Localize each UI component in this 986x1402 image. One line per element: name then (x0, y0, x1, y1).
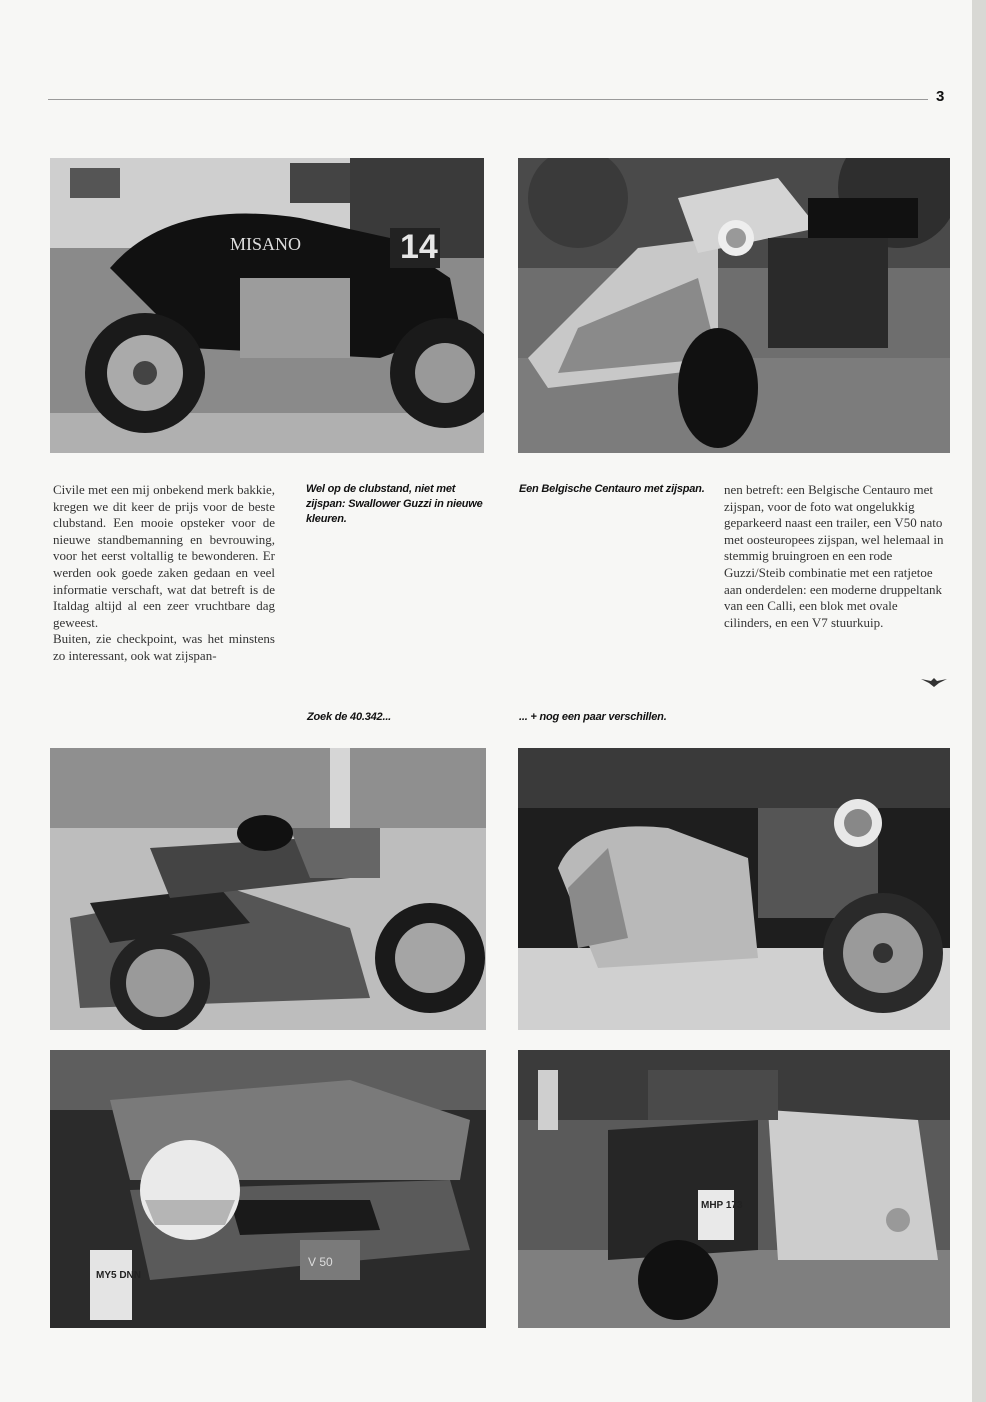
calli-sidecar-photo-image (518, 748, 950, 1030)
photo-box-sidecar (518, 1050, 950, 1328)
svg-text:MISANO: MISANO (230, 234, 302, 254)
page-edge (972, 0, 986, 1402)
racer-photo-image (50, 158, 484, 453)
box-sidecar-photo-image (518, 1050, 950, 1328)
caption-clubstand: Wel op de clubstand, niet met zijspan: Swallower Guzzi in nieuwe kleuren. (306, 483, 483, 525)
article-paragraph-1: Civile met een mij onbekend merk bakkie, kregen we dit keer de prijs voor de beste clubstand. Een mooie opsteker voor de nieuwe standbemanning en bevrouwing, voor het eerst voltallig te bewonderen. Er werden ook goede zaken gedaan en veel informatie verschaft, wat dat betreft is de Italdag altijd al een zeer vruchtbare dag geweest. (53, 482, 275, 630)
article-paragraph-2: Buiten, zie checkpoint, was het minstens zo interessant, ook wat zijspan- (53, 631, 275, 663)
header-rule (48, 99, 928, 100)
photo-racer (50, 158, 484, 453)
article-column-1 (53, 482, 275, 665)
number-plate (90, 1250, 132, 1320)
svg-text:V 50: V 50 (308, 1255, 333, 1269)
photo-centauro (518, 158, 950, 453)
plate-rear-text: MHP 173 (701, 1200, 743, 1211)
page-number: 3 (936, 88, 945, 105)
svg-text:14: 14 (400, 228, 438, 266)
photo-calli-sidecar (518, 748, 950, 1030)
plate-v50-text: MY5 DNN (96, 1270, 142, 1281)
v50-helmet-photo-image (50, 1050, 486, 1328)
winged-eagle-icon (920, 676, 948, 688)
caption-verschillen: ... + nog een paar verschillen. (519, 711, 667, 723)
v50-sidecar-photo-image (50, 748, 486, 1030)
article-paragraph-3: nen betreft: een Belgische Centauro met zijspan, voor de foto wat ongelukkig geparkeerd naast een trailer, een V50 nato met oosteuropees zijspan, wel helemaal in stemmig bruingroen en een rode Guzzi/Steib combinatie met een ratjetoe aan onderdelen: een moderne druppeltank van een Calli, een blok met ovale cilinders, en een V7 stuurkuip. (724, 482, 944, 630)
centauro-photo-image (518, 158, 950, 453)
caption-zoek: Zoek de 40.342... (307, 711, 392, 723)
caption-centauro: Een Belgische Centauro met zijspan. (519, 483, 705, 495)
photo-v50-sidecar (50, 748, 486, 1030)
photo-v50-helmet (50, 1050, 486, 1328)
article-column-2 (724, 482, 948, 631)
